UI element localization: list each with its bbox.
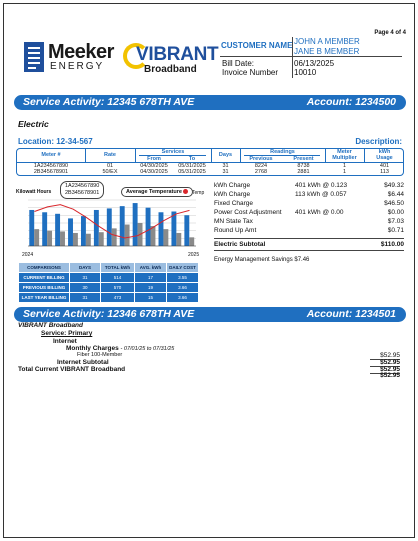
description-label: Description: — [355, 137, 402, 146]
bill-date-label: Bill Date: — [222, 59, 255, 68]
chart-bar — [55, 214, 60, 246]
service-primary: Service: Primary — [41, 330, 93, 337]
rate-cell: 01 — [106, 163, 114, 169]
monthly-charges-range: - 07/01/25 to 07/31/25 — [120, 346, 175, 352]
charge-label: kWh Charge — [214, 191, 251, 198]
chart-bar — [163, 229, 168, 246]
comparison-header: TOTAL kWh — [101, 263, 135, 273]
electric-account: Account: 1234500 — [306, 96, 396, 108]
comparison-row — [19, 283, 199, 293]
charge-label: Round Up Amt — [214, 227, 257, 234]
chart-bar — [73, 233, 78, 246]
invoice-label: Invoice Number — [222, 68, 279, 77]
chart-bar — [176, 233, 181, 246]
previous-cell: 8224 — [254, 163, 268, 169]
chart-bar — [94, 210, 99, 246]
services-header: Services — [161, 149, 185, 155]
electric-title: Electric — [18, 119, 49, 129]
legend-temp-dot — [183, 189, 188, 194]
charge-amount: $7.03 — [387, 218, 404, 225]
internet-subtotal-1: $52.95 — [380, 359, 400, 366]
comparison-cell: 31 — [70, 273, 101, 283]
days-cell: 31 — [222, 169, 229, 175]
from-cell: 04/30/2025 — [140, 169, 168, 175]
vibrant-logo-sub: Broadband — [144, 64, 197, 75]
chart-bar — [47, 231, 52, 246]
page-number: Page 4 of 4 — [374, 30, 406, 36]
usage-header: kWh Usage — [376, 149, 393, 161]
total-vibrant: $52.95 — [380, 372, 400, 379]
meter-table — [16, 148, 404, 176]
charge-amount: $0.71 — [387, 227, 404, 234]
chart-bar — [189, 237, 194, 246]
rate-header: Rate — [104, 152, 116, 158]
internet-label: Internet — [53, 338, 77, 345]
present-header: Present — [293, 156, 314, 162]
chart-bar — [112, 228, 117, 246]
legend-meter-1: 1A234567890 — [65, 183, 100, 189]
broadband-account: Account: 1234501 — [306, 308, 396, 320]
chart-bar — [42, 212, 47, 246]
customer-name-2: JANE B MEMBER — [294, 47, 360, 56]
comparison-table — [18, 262, 199, 303]
total-vibrant-label: Total Current VIBRANT Broadband — [18, 366, 126, 373]
present-cell: 8738 — [297, 163, 310, 169]
comparison-cell: 3.55 — [167, 273, 199, 283]
charge-row — [214, 218, 404, 227]
chart-year-start: 2024 — [22, 252, 34, 258]
charge-detail: 401 kWh @ 0.00 — [295, 209, 344, 216]
previous-header: Previous — [249, 156, 273, 162]
chart-bar — [60, 231, 65, 246]
charge-label: Power Cost Adjustment — [214, 209, 282, 216]
chart-ylabel: Kilowatt Hours — [16, 189, 52, 195]
comparison-header: AVG. kWh — [135, 263, 167, 273]
subtotal-rule-bottom — [214, 250, 404, 251]
chart-legend-meters — [60, 181, 104, 199]
comparison-cell: 17 — [135, 273, 167, 283]
bill-date: 06/13/2025 — [294, 59, 335, 68]
charge-row — [214, 200, 404, 209]
comparison-cell: 473 — [101, 293, 135, 303]
comparison-row — [19, 273, 199, 283]
customer-names — [294, 37, 360, 57]
meeker-logo-mark — [24, 42, 44, 72]
multiplier-header: Meter Multiplier — [332, 149, 357, 161]
plan-name: Fiber 100-Member — [77, 352, 123, 358]
monthly-charges-label: Monthly Charges — [66, 345, 119, 352]
comparison-cell: 514 — [101, 273, 135, 283]
comparison-cell: LAST YEAR BILLING — [19, 293, 70, 303]
charge-label: MN State Tax — [214, 218, 253, 225]
comparison-cell: 3.66 — [167, 283, 199, 293]
chart-bar — [125, 225, 130, 246]
to-cell: 05/31/2025 — [178, 163, 206, 169]
to-header: To — [188, 156, 196, 162]
comparison-cell: 19 — [135, 283, 167, 293]
meter-cell: 2B345678901 — [33, 169, 69, 175]
electric-activity: Service Activity: 12345 678TH AVE — [23, 96, 195, 108]
charge-amount: $0.00 — [387, 209, 404, 216]
chart-bar — [29, 210, 34, 246]
charge-row — [214, 209, 404, 218]
chart-bar — [184, 215, 189, 246]
meeker-logo-sub: ENERGY — [50, 61, 105, 72]
days-header: Days — [218, 152, 233, 158]
chart-bar — [86, 234, 91, 246]
chart-y2label: Temp — [192, 190, 205, 196]
monthly-charges-line — [66, 345, 174, 352]
broadband-service-bar — [14, 307, 406, 322]
usage-chart — [16, 180, 209, 260]
location-label: Location: 12-34-567 — [18, 137, 93, 146]
present-cell: 2881 — [297, 169, 310, 175]
comparison-header: COMPARISONS — [19, 263, 70, 273]
internet-subtotal-label: Internet Subtotal — [57, 359, 109, 366]
bill-page — [3, 3, 415, 538]
customer-name-label: CUSTOMER NAME — [221, 41, 293, 50]
chart-bar — [68, 218, 73, 246]
charges-list — [214, 182, 404, 236]
chart-bar — [99, 232, 104, 246]
usage-cell: 401 — [379, 163, 390, 169]
multiplier-cell: 1 — [342, 163, 347, 169]
charge-row — [214, 227, 404, 236]
days-cell: 31 — [222, 163, 229, 169]
comparison-cell: CURRENT BILLING — [19, 273, 70, 283]
chart-bar — [159, 212, 164, 246]
comparison-cell: PREVIOUS BILLING — [19, 283, 70, 293]
charge-amount: $49.32 — [384, 182, 404, 189]
meeker-logo-name: Meeker — [48, 41, 114, 63]
subtotal-rule — [214, 238, 404, 239]
charge-detail: 401 kWh @ 0.123 — [295, 182, 348, 189]
invoice-number: 10010 — [294, 68, 317, 77]
comparison-row — [19, 293, 199, 303]
charge-row — [214, 182, 404, 191]
chart-bar — [81, 216, 86, 246]
comparison-cell: 15 — [135, 293, 167, 303]
electric-subtotal-label: Electric Subtotal — [214, 241, 266, 248]
comparison-header: DAYS — [70, 263, 101, 273]
chart-bar — [146, 208, 151, 246]
electric-subtotal: $110.00 — [380, 241, 404, 248]
plan-amount: $52.95 — [380, 352, 400, 359]
comparison-cell: 3.66 — [167, 293, 199, 303]
broadband-title: VIBRANT Broadband — [18, 322, 83, 329]
comparison-header: DAILY COST — [167, 263, 199, 273]
chart-bar — [120, 206, 125, 246]
charge-label: Fixed Charge — [214, 200, 254, 207]
readings-header: Readings — [270, 149, 295, 155]
chart-canvas — [16, 198, 209, 260]
meter-header: Meter # — [41, 152, 61, 158]
meter-cell: 1A234567890 — [33, 163, 69, 169]
comparison-cell: 30 — [70, 283, 101, 293]
chart-bar — [107, 208, 112, 246]
comparison-header-row — [19, 263, 199, 273]
charge-label: kWh Charge — [214, 182, 251, 189]
usage-cell: 113 — [380, 169, 389, 175]
charge-amount: $6.44 — [387, 191, 404, 198]
broadband-activity: Service Activity: 12346 678TH AVE — [23, 308, 195, 320]
customer-name-1: JOHN A MEMBER — [294, 37, 360, 46]
vibrant-logo-name: VIBRANT — [136, 44, 219, 65]
customer-divider — [292, 37, 293, 78]
rate-cell: 50/EX — [102, 169, 118, 175]
multiplier-cell: 1 — [342, 169, 347, 175]
previous-cell: 2768 — [254, 169, 268, 175]
charge-amount: $46.50 — [384, 200, 404, 207]
chart-legend-temp — [121, 187, 193, 197]
chart-bar — [34, 229, 39, 246]
internet-subtotal-2: $52.95 — [380, 366, 400, 373]
electric-service-bar — [14, 95, 406, 110]
from-header: From — [147, 156, 161, 162]
comparison-cell: 31 — [70, 293, 101, 303]
legend-meter-2: 2B345678901 — [65, 190, 100, 196]
to-cell: 05/31/2025 — [178, 169, 206, 175]
charge-detail: 113 kWh @ 0.057 — [295, 191, 347, 198]
from-cell: 04/30/2025 — [140, 163, 168, 169]
chart-bar — [133, 203, 138, 246]
customer-rule — [220, 56, 402, 57]
comparison-cell: 570 — [101, 283, 135, 293]
legend-temp-label: Average Temperature — [126, 189, 182, 195]
chart-year-end: 2025 — [188, 252, 200, 258]
savings-note: Energy Management Savings $7.46 — [214, 257, 310, 263]
charge-row — [214, 191, 404, 200]
